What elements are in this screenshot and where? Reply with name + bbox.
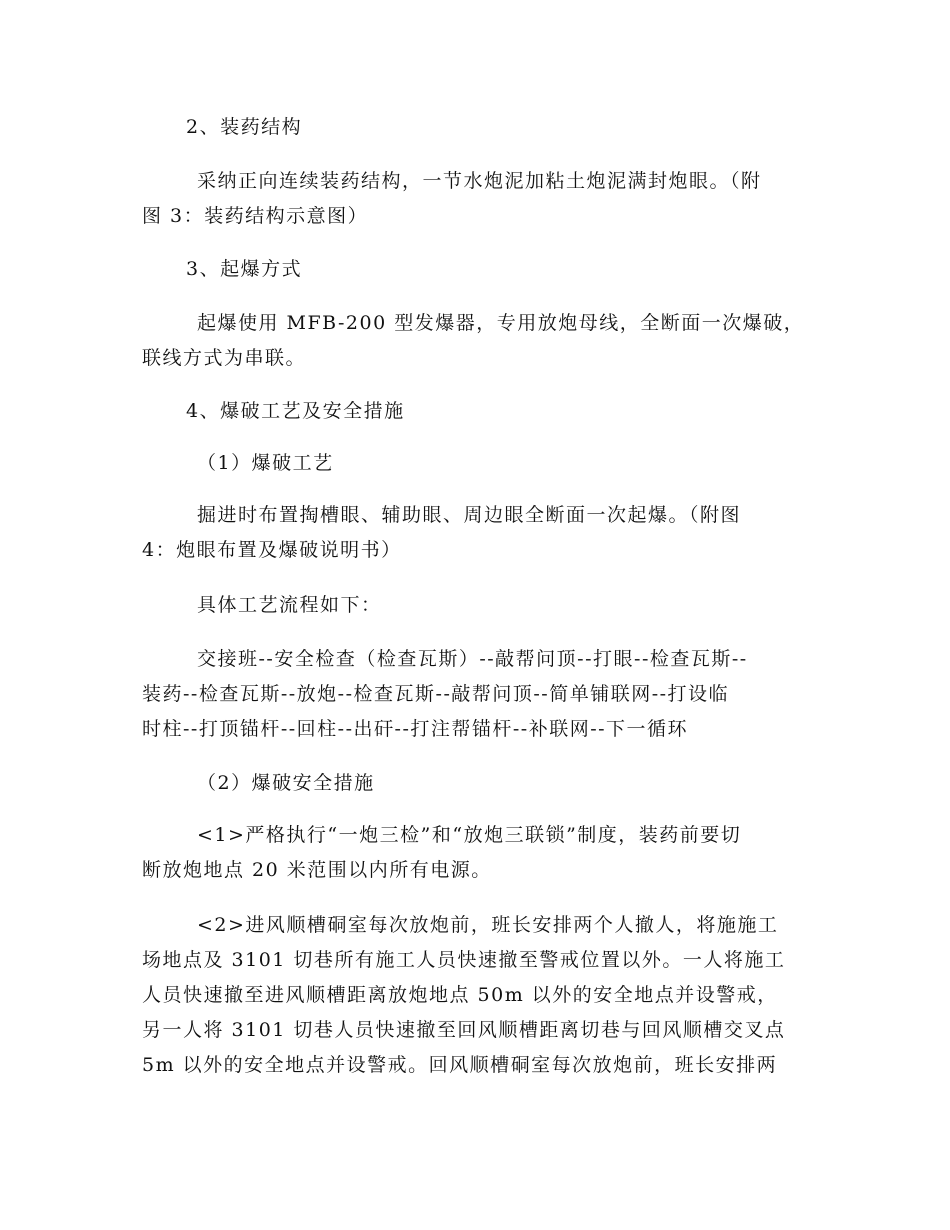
- paragraph-safety-rule-1: [142, 818, 808, 888]
- text-line: （2）爆破安全措施: [197, 772, 375, 794]
- paragraph-charge-structure: [142, 164, 808, 234]
- text-line: 起爆使用 MFB-200 型发爆器，专用放炮母线，全断面一次爆破，: [197, 312, 805, 334]
- text-line: 5m 以外的安全地点并设警戒。回风顺槽硐室每次放炮前，班长安排两: [142, 1054, 778, 1076]
- subheading-blasting-process: [142, 446, 808, 481]
- text-line: <1>严格执行“一炮三检”和“放炮三联锁”制度，装药前要切: [197, 824, 742, 846]
- text-line: 联线方式为串联。: [142, 347, 307, 369]
- paragraph-detonation-method: [142, 306, 808, 376]
- heading-blasting-process-safety: [142, 394, 808, 429]
- text-line: 时柱--打顶锚杆--回柱--出矸--打注帮锚杆--补联网--下一循环: [142, 718, 689, 740]
- text-line: 掘进时布置掏槽眼、辅助眼、周边眼全断面一次起爆。（附图: [197, 504, 742, 526]
- paragraph-hole-layout: [142, 498, 808, 568]
- text-line: 人员快速撤至进风顺槽距离放炮地点 50m 以外的安全地点并设警戒，: [142, 984, 778, 1006]
- text-line: <2>进风顺槽硐室每次放炮前，班长安排两个人撤人，将施施工: [197, 914, 779, 936]
- text-line: 图 3：装药结构示意图）: [142, 205, 369, 227]
- paragraph-process-flow: [142, 642, 808, 747]
- text-line: 另一人将 3101 切巷人员快速撤至回风顺槽距离切巷与回风顺槽交叉点: [142, 1019, 786, 1041]
- text-line: 交接班--安全检查（检查瓦斯）--敲帮问顶--打眼--检查瓦斯--: [197, 648, 748, 670]
- text-line: 4：炮眼布置及爆破说明书）: [142, 539, 402, 561]
- text-line: 具体工艺流程如下：: [197, 594, 382, 616]
- text-line: 场地点及 3101 切巷所有施工人员快速撤至警戒位置以外。一人将施工: [142, 949, 786, 971]
- subheading-blasting-safety: [142, 766, 808, 801]
- text-line: 4、爆破工艺及安全措施: [186, 400, 405, 422]
- text-line: 断放炮地点 20 米范围以内所有电源。: [142, 859, 492, 881]
- text-line: 装药--检查瓦斯--放炮--检查瓦斯--敲帮问顶--简单铺联网--打设临: [142, 683, 730, 705]
- paragraph-safety-rule-2: [142, 908, 808, 1083]
- text-line: 2、装药结构: [186, 116, 303, 138]
- text-line: 3、起爆方式: [186, 258, 303, 280]
- heading-detonation-method: [142, 252, 808, 287]
- text-line: 采纳正向连续装药结构，一节水炮泥加粘土炮泥满封炮眼。（附: [197, 170, 762, 192]
- text-line: （1）爆破工艺: [197, 452, 334, 474]
- paragraph-process-intro: [142, 588, 808, 623]
- heading-charge-structure: [142, 110, 808, 145]
